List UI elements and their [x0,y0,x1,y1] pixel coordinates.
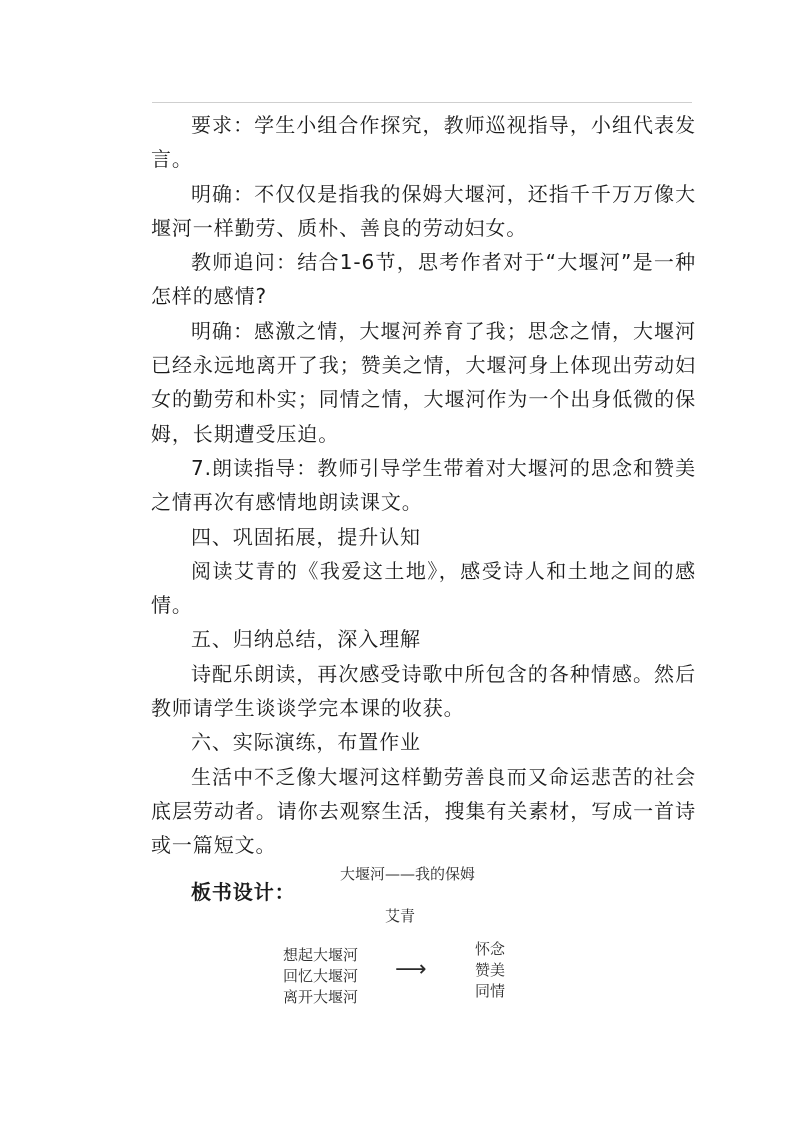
paragraph-teacher-question: 教师追问：结合1-6节，思考作者对于“大堰河”是一种怎样的感情? [151,250,696,309]
paragraph-homework: 生活中不乏像大堰河这样勤劳善良而又命运悲苦的社会底层劳动者。请你去观察生活，搜集有关素材，写成一首诗或一篇短文。 [151,764,696,858]
section-heading-6: 六、实际演练，布置作业 [191,730,421,755]
board-right-item: 同情 [475,982,506,1000]
board-design-label: 板书设计： [191,879,296,904]
board-left-list [283,945,358,1008]
board-author: 艾青 [385,907,416,925]
paragraph-clarification-2: 明确：感激之情，大堰河养育了我；思念之情，大堰河已经永远地离开了我；赞美之情，大堰河身上体现出劳动妇女的勤劳和朴实；同情之情，大堰河作为一个出身低微的保姆，长期遭受压迫。 [151,318,696,446]
right-arrow-icon: ⟶ [395,957,427,982]
board-left-item: 回忆大堰河 [283,967,359,985]
paragraph-clarification-1: 明确：不仅仅是指我的保姆大堰河，还指千千万万像大堰河一样勤劳、质朴、善良的劳动妇女。 [151,181,696,240]
paragraph-extension: 阅读艾青的《我爱这土地》，感受诗人和土地之间的感情。 [151,558,696,618]
board-title: 大堰河——我的保姆 [340,865,476,883]
paragraph-reading-guidance: 7.朗读指导：教师引导学生带着对大堰河的思念和赞美之情再次有感情地朗读课文。 [151,455,696,515]
section-heading-5: 五、归纳总结，深入理解 [191,627,421,652]
board-right-item: 赞美 [475,961,506,979]
board-right-list [475,939,505,1002]
document-body [151,108,696,909]
paragraph-summary: 诗配乐朗读，再次感受诗歌中所包含的各种情感。然后教师请学生谈谈学完本课的收获。 [151,661,696,721]
paragraph-requirement: 要求：学生小组合作探究，教师巡视指导，小组代表发言。 [151,113,696,172]
board-left-item: 离开大堰河 [283,988,359,1006]
board-right-item: 怀念 [475,940,506,958]
section-heading-4: 四、巩固拓展，提升认知 [191,524,421,549]
top-rule [152,102,692,103]
board-left-item: 想起大堰河 [283,946,359,964]
